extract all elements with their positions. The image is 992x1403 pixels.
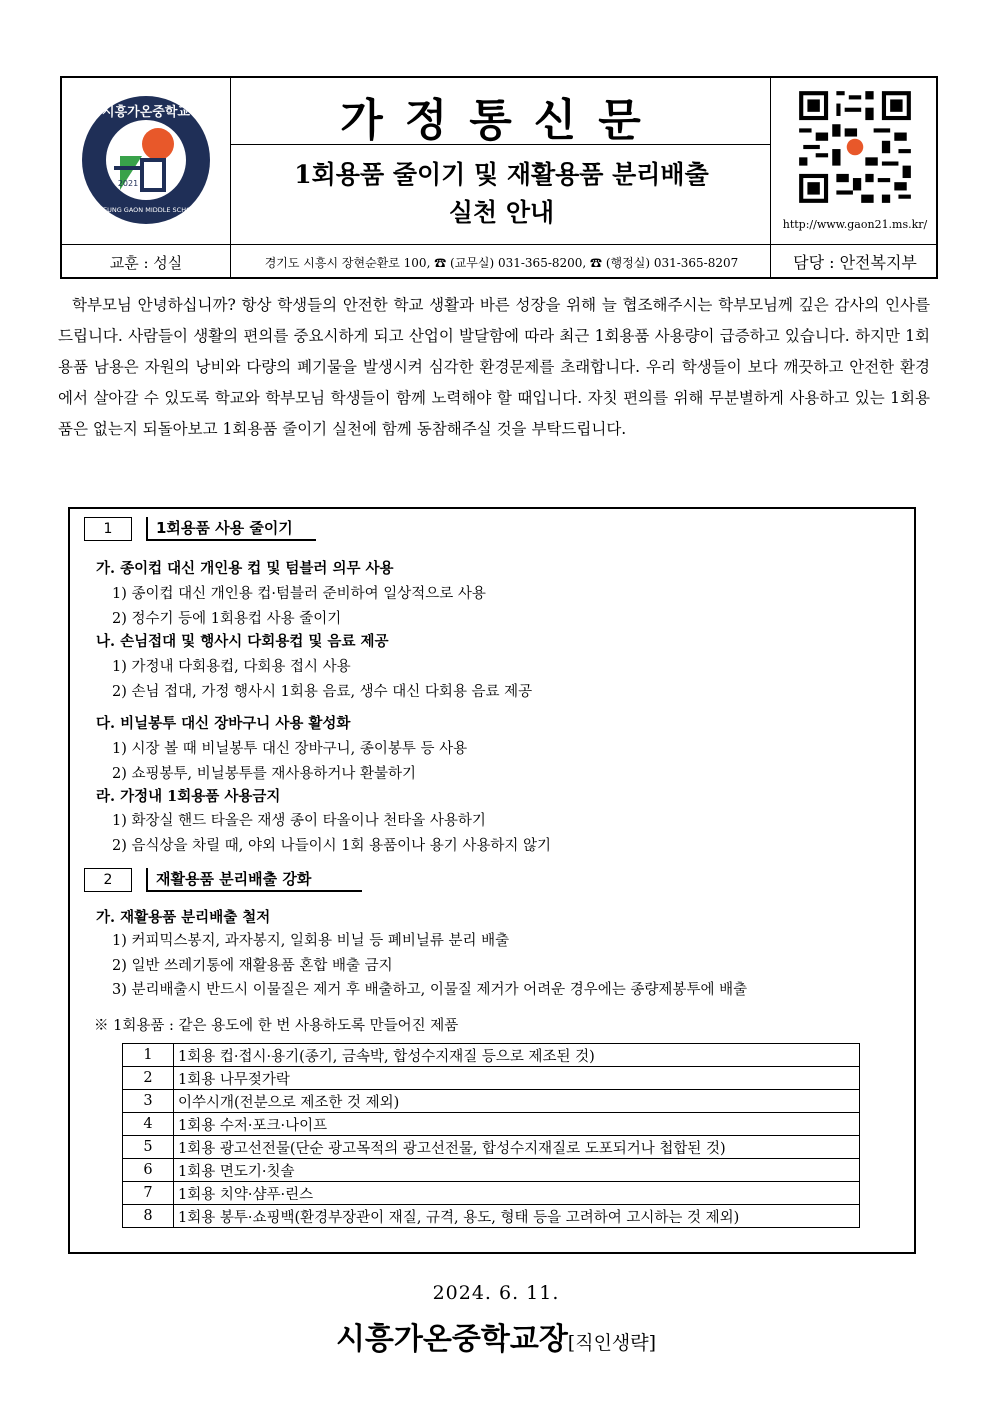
row-text: 1회용 컵·접시·용기(종기, 금속박, 합성수지재질 등으로 제조된 것) [174,1044,860,1067]
row-number: 6 [123,1159,174,1182]
section-1-number: 1 [84,517,132,541]
row-text: 1회용 나무젖가락 [174,1067,860,1090]
header-table [60,76,938,279]
s2-item-a1: 1) 커피믹스봉지, 과자봉지, 일회용 비닐 등 폐비닐류 분리 배출 [112,933,510,949]
table-row [123,1044,860,1067]
s1-item-d2: 2) 음식상을 차릴 때, 야외 나들이시 1회 용품이나 용기 사용하지 않기 [112,838,551,854]
table-row [123,1159,860,1182]
logo-bottom-text: SIHEUNG GAON MIDDLE SCHOOL [92,206,200,214]
qr-code[interactable] [795,87,915,207]
table-row [123,1090,860,1113]
s1-item-d: 라. 가정내 1회용품 사용금지 [96,788,281,805]
row-text: 1회용 치약·샴푸·린스 [174,1182,860,1205]
seal-note: [직인생략] [567,1332,657,1354]
page-title: 가정통신문 [340,95,663,146]
subtitle-line-1: 1회용품 줄이기 및 재활용품 분리배출 [294,160,709,189]
s1-item-b: 나. 손님접대 및 행사시 다회용컵 및 음료 제공 [96,633,389,650]
principal-signature [0,1314,992,1358]
s2-note: ※ 1회용품 : 같은 용도에 한 번 사용하도록 만들어진 제품 [94,1018,459,1034]
s1-item-a2: 2) 정수기 등에 1회용컵 사용 줄이기 [112,611,342,627]
school-address: 경기도 시흥시 장현순환로 100, ☎ (교무실) 031-365-8200, ☎ (행정실) 031-365-8207 [264,256,739,270]
row-text: 1회용 봉투·쇼핑백(환경부장관이 재질, 규격, 용도, 형태 등을 고려하여 고시하는 것 제외) [174,1205,860,1228]
intro-text: 학부모님 안녕하십니까? 항상 학생들의 안전한 학교 생활과 바른 성장을 위해 늘 협조해주시는 학부모님께 깊은 감사의 인사를 드립니다. 사람들이 생활의 편의를 중요시하게 되고 산업이 발달함에 따라 최근 1회용품 사용량이 급증하고 있습니다. 하지만 1회용품 남용은 자원의 낭비와 다량의 폐기물을 발생시켜 심각한 환경문제를 초래합니다. 우리 학생들이 보다 깨끗하고 안전한 환경에서 살아갈 수 있도록 학교와 학부모님 학생들이 함께 노력해야 할 때입니다. 자칫 편의를 위해 무분별하게 사용하고 있는 1회용품은 없는지 되돌아보고 1회용품 줄이기 실천에 함께 동참해주실 것을 부탁드립니다. [58,296,930,438]
row-number: 7 [123,1182,174,1205]
s1-item-c: 다. 비닐봉투 대신 장바구니 사용 활성화 [96,715,351,732]
school-motto: 교훈 : 성실 [109,254,183,272]
row-number: 2 [123,1067,174,1090]
logo-year: 2021 [117,179,139,188]
issue-date: 2024. 6. 11. [432,1282,560,1304]
disposable-items-table [122,1043,860,1228]
table-row [123,1182,860,1205]
table-row [123,1136,860,1159]
subtitle-line-2: 실천 안내 [448,198,555,227]
s1-item-a: 가. 종이컵 대신 개인용 컵 및 텀블러 의무 사용 [96,560,394,577]
table-row [123,1113,860,1136]
row-text: 1회용 면도기·칫솔 [174,1159,860,1182]
s1-item-b2: 2) 손님 접대, 가정 행사시 1회용 음료, 생수 대신 다회용 음료 제공 [112,684,533,700]
table-row [123,1205,860,1228]
section-2-number: 2 [84,868,132,892]
department: 담당 : 안전복지부 [793,253,917,272]
logo-top-text: 시흥가온중학교 [102,105,190,120]
intro-paragraph [58,290,930,445]
row-number: 8 [123,1205,174,1228]
s2-item-a3: 3) 분리배출시 반드시 이물질은 제거 후 배출하고, 이물질 제거가 어려운 경우에는 종량제봉투에 배출 [112,982,748,998]
school-url[interactable]: http://www.gaon21.ms.kr/ [782,218,928,231]
school-logo [80,94,212,226]
s1-item-d1: 1) 화장실 핸드 타올은 재생 종이 타올이나 천타올 사용하기 [112,813,486,829]
s1-item-c1: 1) 시장 볼 때 비닐봉투 대신 장바구니, 종이봉투 등 사용 [112,741,468,757]
row-number: 5 [123,1136,174,1159]
signature-name: 시흥가온중학교장 [335,1322,568,1357]
section-1-title: 1회용품 사용 줄이기 [146,517,316,541]
table-row [123,1067,860,1090]
row-text: 이쑤시개(전분으로 제조한 것 제외) [174,1090,860,1113]
s2-item-a: 가. 재활용품 분리배출 철저 [96,909,271,926]
section-2-title: 재활용품 분리배출 강화 [146,868,362,892]
row-number: 4 [123,1113,174,1136]
s1-item-a1: 1) 종이컵 대신 개인용 컵·텀블러 준비하여 일상적으로 사용 [112,586,486,602]
s1-item-b1: 1) 가정내 다회용컵, 다회용 접시 사용 [112,659,351,675]
s1-item-c2: 2) 쇼핑봉투, 비닐봉투를 재사용하거나 환불하기 [112,766,417,782]
page-subtitle [233,156,770,232]
s2-item-a2: 2) 일반 쓰레기통에 재활용품 혼합 배출 금지 [112,958,393,974]
row-text: 1회용 광고선전물(단순 광고목적의 광고선전물, 합성수지재질로 도포되거나 첩합된 것) [174,1136,860,1159]
row-number: 3 [123,1090,174,1113]
row-text: 1회용 수저·포크·나이프 [174,1113,860,1136]
row-number: 1 [123,1044,174,1067]
